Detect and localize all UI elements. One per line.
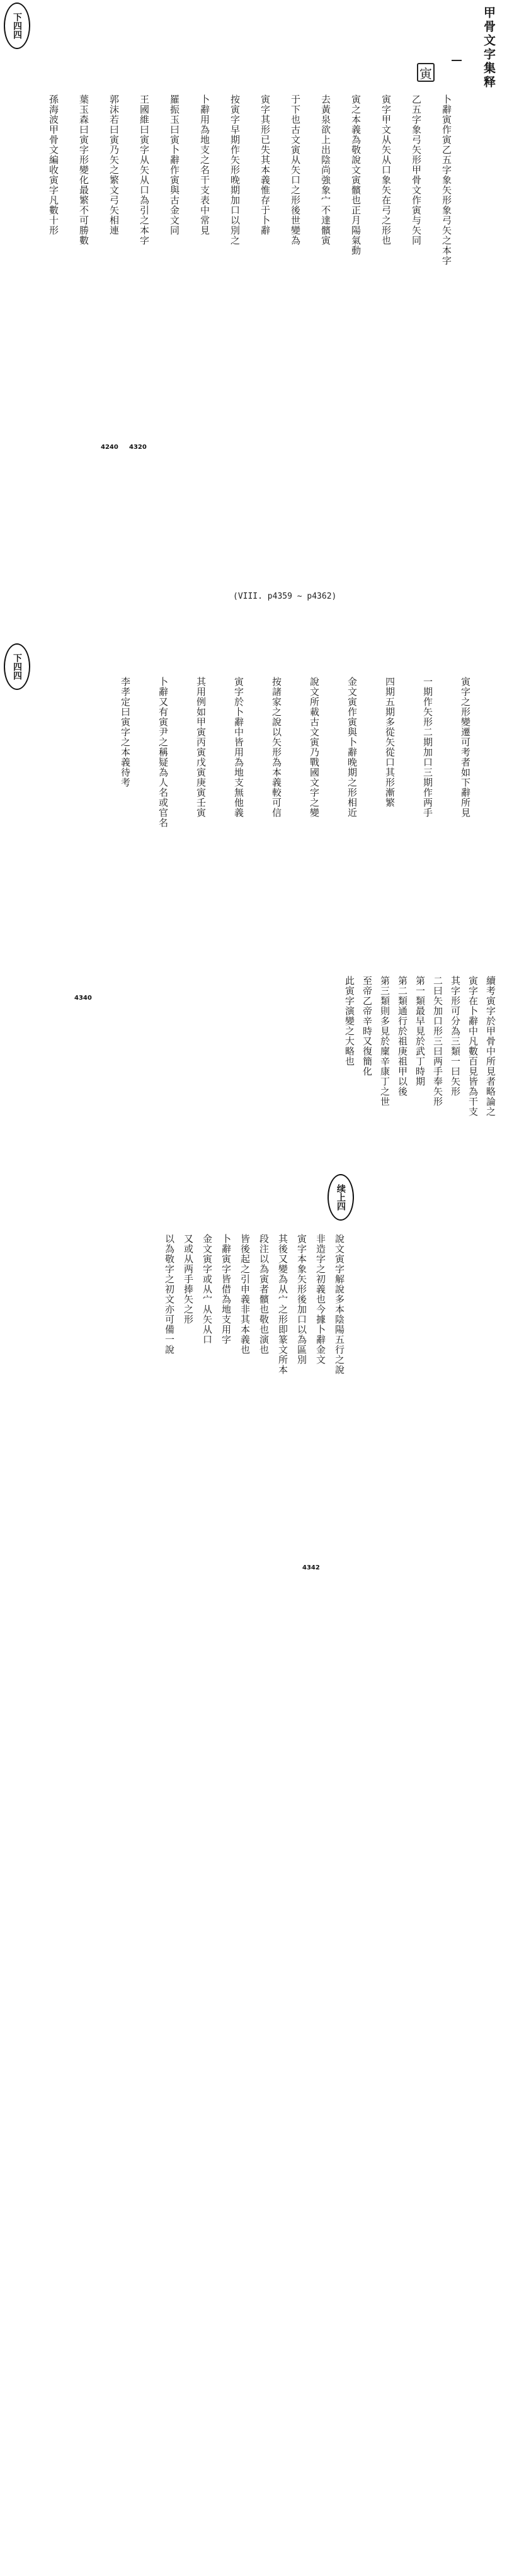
text-block-b xyxy=(82,677,472,985)
section-stamp-2: 下四四 xyxy=(4,643,30,690)
text-column: 寅字其形已失其本義惟存于卜辭 xyxy=(259,94,271,235)
book-title: 甲骨文字集释 xyxy=(482,6,496,89)
page-number: 4340 xyxy=(74,995,92,1002)
text-column: 說文寅字解說多本陰陽五行之說 xyxy=(334,1234,345,1375)
page-number: 4320 xyxy=(129,444,147,451)
section-stamp-1: 下四四 xyxy=(4,3,30,49)
text-column: 乙五字象弓矢形甲骨文作寅与矢同 xyxy=(411,94,422,246)
text-column: 說文所載古文寅乃戰國文字之變 xyxy=(309,677,320,818)
text-column: 其字形可分為三類一曰矢形 xyxy=(450,976,461,1097)
text-column: 寅字之形變遷可考者如下辭所見 xyxy=(460,677,471,818)
text-column: 又或从两手捧矢之形 xyxy=(183,1234,194,1325)
text-column: 寅字本象矢形後加口以為區別 xyxy=(296,1234,307,1365)
text-column: 寅字甲文从矢从口象矢在弓之形也 xyxy=(380,94,392,246)
text-block-a xyxy=(25,94,453,438)
handwritten-note: (VIII. p4359 ~ p4362) xyxy=(233,592,337,601)
text-column: 按諸家之說以矢形為本義較可信 xyxy=(271,677,282,818)
text-column: 于下也古文寅从矢口之形後世變為 xyxy=(290,94,301,246)
text-column: 羅振玉曰寅卜辭作寅與古金文同 xyxy=(169,94,180,235)
page-number: 4342 xyxy=(302,1564,320,1571)
text-column: 二曰矢加口形三曰两手奉矢形 xyxy=(432,976,443,1107)
page-number: 4240 xyxy=(101,444,118,451)
text-column: 金文寅字或从宀从矢从口 xyxy=(202,1234,213,1345)
text-column: 以為敬字之初文亦可備一說 xyxy=(164,1234,175,1355)
text-block-c xyxy=(157,1234,346,1561)
text-column: 寅字在卜辭中凡數百見皆為干支 xyxy=(467,976,479,1117)
text-column: 第一類最早見於武丁時期 xyxy=(414,976,426,1087)
text-column: 李孝定曰寅字之本義待考 xyxy=(120,677,131,788)
section-stamp-3: 续上四 xyxy=(328,1174,354,1221)
headword-box: 寅 xyxy=(417,63,435,82)
text-column: 寅之本義為敬說文寅髕也正月陽氣動 xyxy=(350,94,362,256)
text-column: 孫海波甲骨文編收寅字凡數十形 xyxy=(48,94,59,235)
text-column: 金文寅作寅與卜辭晚期之形相近 xyxy=(346,677,358,818)
text-column: 卜辭寅作寅乙五字象矢形象弓矢之本字 xyxy=(441,94,452,266)
text-column: 郭沫若曰寅乃矢之繁文弓矢相連 xyxy=(108,94,120,235)
text-column: 葉玉森曰寅字形變化最繁不可勝數 xyxy=(78,94,89,246)
text-column: 第三類則多見於廩辛康丁之世 xyxy=(379,976,390,1107)
text-column: 至帝乙帝辛時又復簡化 xyxy=(362,976,373,1076)
text-column: 去黃泉欲上出陰尚強象宀不達髕寅 xyxy=(320,94,331,246)
text-column: 四期五期多從矢從口其形漸繁 xyxy=(384,677,396,808)
text-column: 非造字之初義也今據卜辭金文 xyxy=(315,1234,326,1365)
text-column: 王國維曰寅字从矢从口為引之本字 xyxy=(139,94,150,246)
page-dash xyxy=(452,60,462,61)
text-column: 一期作矢形二期加口三期作两手 xyxy=(422,677,433,818)
text-column: 其用例如甲寅丙寅戊寅庚寅壬寅 xyxy=(195,677,207,818)
text-column: 段注以為寅者髕也敬也演也 xyxy=(258,1234,270,1355)
text-block-d xyxy=(334,976,498,1177)
text-column: 卜辭用為地支之名干支表中常見 xyxy=(199,94,210,235)
text-column: 卜辭寅字皆借為地支用字 xyxy=(220,1234,232,1345)
text-column: 按寅字早期作矢形晚期加口以別之 xyxy=(229,94,241,246)
text-column: 卜辭又有寅尹之稱疑為人名或官名 xyxy=(157,677,169,828)
text-column: 續考寅字於甲骨中所見者略論之 xyxy=(485,976,496,1117)
text-column: 此寅字演變之大略也 xyxy=(344,976,355,1066)
text-column: 第二類通行於祖庚祖甲以後 xyxy=(397,976,408,1097)
text-column: 皆後起之引申義非其本義也 xyxy=(239,1234,251,1355)
text-column: 寅字於卜辭中皆用為地支無他義 xyxy=(233,677,244,818)
text-column: 其後又變為从宀之形即篆文所本 xyxy=(277,1234,288,1375)
